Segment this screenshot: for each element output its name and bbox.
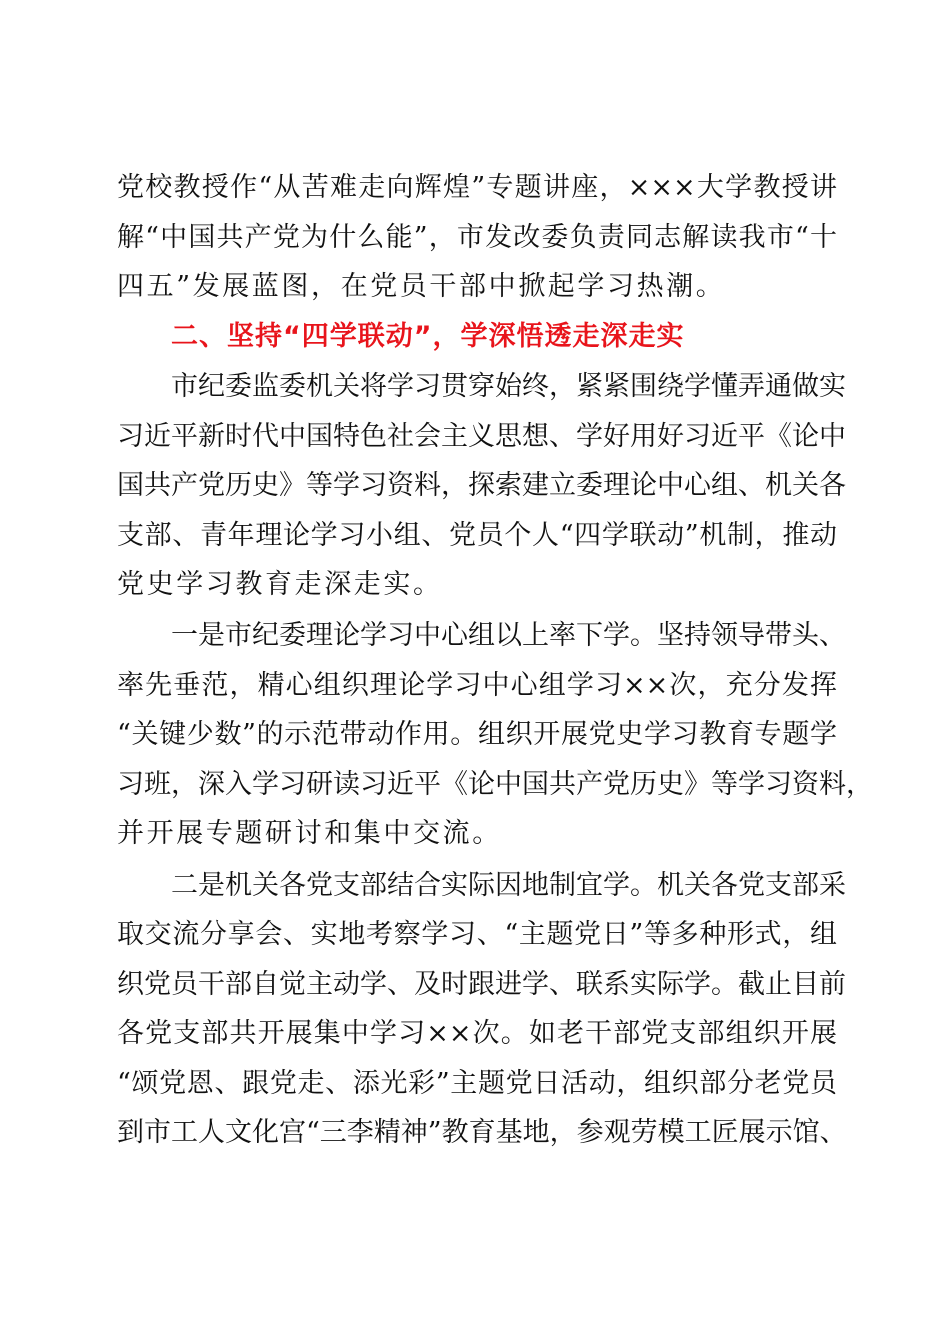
paragraph-2-line-5: 党史学习教育走深走实。 — [117, 569, 443, 600]
paragraph-3-line-5: 并开展专题研讨和集中交流。 — [117, 818, 502, 849]
paragraph-2-line-3: 国共产党历史》等学习资料，探索建立委理论中心组、机关各 — [117, 470, 846, 501]
paragraph-2-line-4: 支部、青年理论学习小组、党员个人“四学联动”机制，推动 — [117, 520, 837, 551]
paragraph-3-line-4: 习班，深入学习研读习近平《论中国共产党历史》等学习资料， — [117, 769, 873, 800]
document-body — [117, 0, 873, 1344]
paragraph-4-line-3: 织党员干部自觉主动学、及时跟进学、联系实际学。截止目前 — [117, 969, 846, 1000]
paragraph-1-line-3: 四五”发展蓝图，在党员干部中掀起学习热潮。 — [117, 271, 726, 302]
paragraph-3-line-3: “关键少数”的示范带动作用。组织开展党史学习教育专题学 — [117, 719, 837, 750]
paragraph-3-line-1: 一是市纪委理论学习中心组以上率下学。坚持领导带头、 — [171, 620, 846, 651]
paragraph-4-line-6: 到市工人文化宫“三李精神”教育基地，参观劳模工匠展示馆、 — [117, 1117, 847, 1148]
paragraph-4-line-4: 各党支部共开展集中学习××次。如老干部党支部组织开展 — [117, 1018, 837, 1049]
paragraph-1-line-2: 解“中国共产党为什么能”，市发改委负责同志解读我市“十 — [117, 222, 837, 253]
paragraph-3-line-2: 率先垂范，精心组织理论学习中心组学习××次，充分发挥 — [117, 670, 837, 701]
paragraph-4-line-1: 二是机关各党支部结合实际因地制宜学。机关各党支部采 — [171, 870, 846, 901]
paragraph-1-line-1: 党校教授作“从苦难走向辉煌”专题讲座，×××大学教授讲 — [117, 172, 837, 203]
paragraph-2-line-2: 习近平新时代中国特色社会主义思想、学好用好习近平《论中 — [117, 421, 846, 452]
paragraph-4-line-2: 取交流分享会、实地考察学习、“主题党日”等多种形式，组 — [117, 919, 837, 950]
paragraph-4-line-5: “颂党恩、跟党走、添光彩”主题党日活动，组织部分老党员 — [117, 1068, 837, 1099]
paragraph-2-line-1: 市纪委监委机关将学习贯穿始终，紧紧围绕学懂弄通做实 — [171, 371, 846, 402]
section-heading: 二、坚持“四学联动”，学深悟透走深走实 — [171, 321, 685, 352]
